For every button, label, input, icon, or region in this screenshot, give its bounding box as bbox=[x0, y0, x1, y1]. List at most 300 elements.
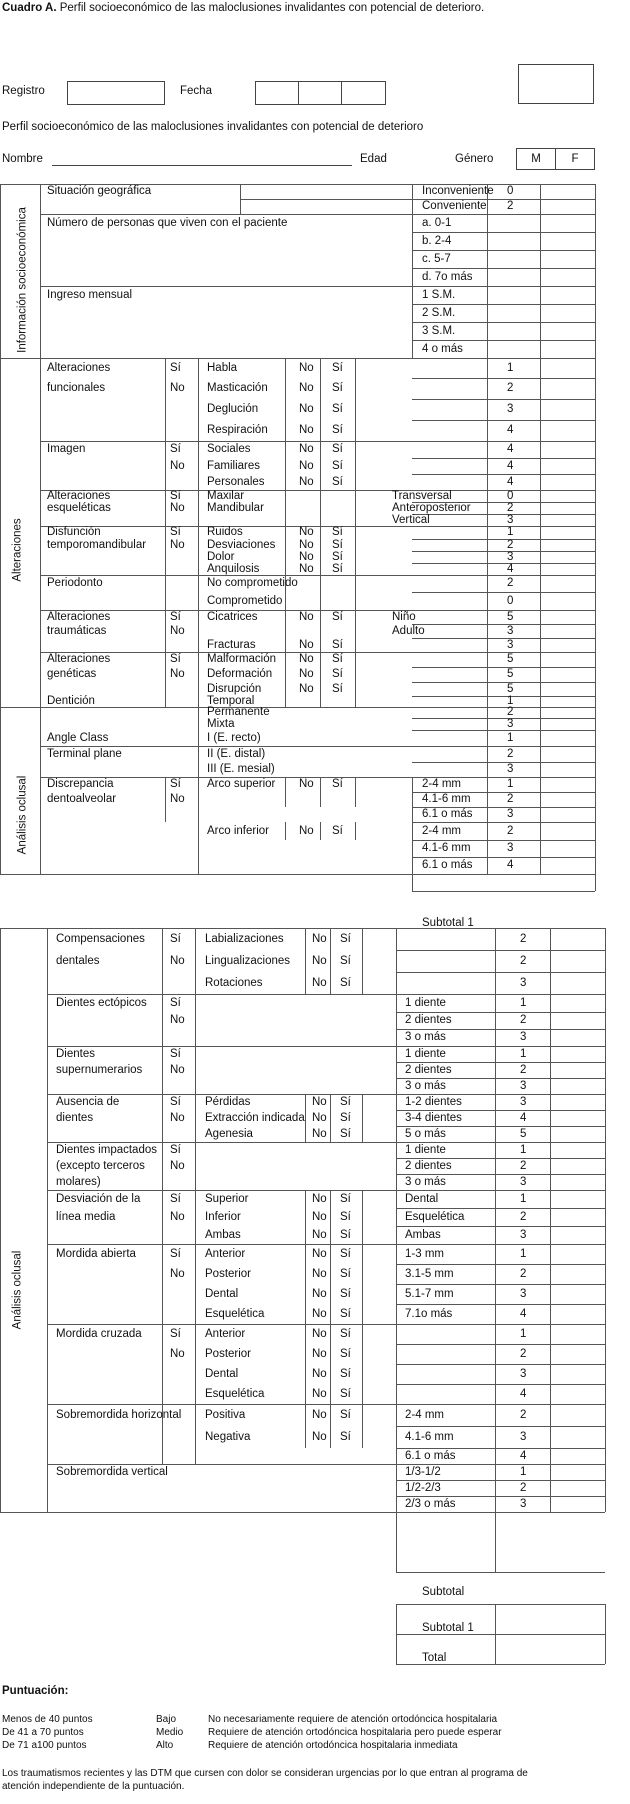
score-value: 4 bbox=[520, 1307, 527, 1320]
yes-option: Sí bbox=[332, 638, 343, 651]
score-value: 5 bbox=[507, 610, 514, 623]
score-value: 3 bbox=[507, 808, 514, 820]
row-label: Alteraciones bbox=[47, 361, 111, 374]
item-label: Masticación bbox=[207, 382, 268, 394]
genero-f-checkbox[interactable] bbox=[555, 148, 595, 170]
item-label: Personales bbox=[207, 475, 265, 488]
yes-option: Sí bbox=[340, 1127, 351, 1140]
yes-option: Sí bbox=[340, 976, 351, 989]
item-label: Temporal bbox=[207, 695, 255, 707]
subtotal1-label: Subtotal 1 bbox=[422, 917, 474, 929]
option-label: 4 o más bbox=[422, 342, 463, 355]
no-option: No bbox=[299, 550, 314, 563]
title-label: Cuadro A. bbox=[2, 2, 57, 14]
score-value: 1 bbox=[520, 1247, 527, 1260]
item-label: Deformación bbox=[207, 668, 273, 680]
score-value: 1 bbox=[520, 1192, 527, 1205]
option-label: 3.1-5 mm bbox=[405, 1267, 454, 1280]
score-range: De 71 a100 puntos bbox=[2, 1740, 87, 1751]
yes-option: Sí bbox=[340, 1430, 351, 1443]
row-label: funcionales bbox=[47, 382, 106, 394]
yes-option: Sí bbox=[332, 682, 343, 695]
item-label: Inferior bbox=[205, 1210, 241, 1223]
score-value: 1 bbox=[507, 361, 514, 374]
score-value: 4 bbox=[507, 859, 514, 871]
item-label: Agenesia bbox=[205, 1127, 253, 1140]
yes-option: Sí bbox=[332, 526, 343, 538]
score-value: 2 bbox=[520, 932, 527, 945]
yes-no-option: No bbox=[170, 501, 185, 514]
option-label: Ambas bbox=[405, 1228, 441, 1241]
score-value: 2 bbox=[520, 1408, 527, 1421]
row-label: esqueléticas bbox=[47, 501, 111, 514]
fecha-label: Fecha bbox=[180, 85, 212, 97]
score-level: Medio bbox=[156, 1727, 184, 1738]
row-label: Disfunción bbox=[47, 526, 101, 538]
row-label: Dientes ectópicos bbox=[56, 996, 147, 1009]
yes-no-option: Sí bbox=[170, 1327, 181, 1340]
yes-no-option: Sí bbox=[170, 1095, 181, 1108]
item-label: Disrupción bbox=[207, 682, 262, 695]
no-option: No bbox=[299, 361, 314, 374]
option-label: 2 dientes bbox=[405, 1159, 452, 1172]
score-value: 3 bbox=[507, 513, 514, 526]
option-label: Dental bbox=[405, 1192, 439, 1205]
option-label: 4.1-6 mm bbox=[422, 793, 471, 805]
yes-no-option: Sí bbox=[170, 1247, 181, 1260]
subtotal-label: Subtotal bbox=[422, 1586, 465, 1598]
item-label: Posterior bbox=[205, 1347, 252, 1360]
no-option: No bbox=[299, 562, 314, 575]
score-value: 2 bbox=[507, 200, 514, 212]
yes-no-option: Sí bbox=[170, 610, 181, 623]
no-option: No bbox=[299, 443, 314, 455]
yes-no-option: Sí bbox=[170, 996, 181, 1009]
row-label: Dentición bbox=[47, 695, 95, 707]
no-option: No bbox=[312, 1095, 327, 1108]
no-option: No bbox=[312, 1127, 327, 1140]
nombre-field[interactable] bbox=[52, 165, 352, 166]
subtitle: Perfil socioeconómico de las maloclusiones invalidantes con potencial de deterioro bbox=[2, 121, 424, 133]
item-label: Esquelética bbox=[205, 1307, 265, 1320]
item-label: Respiración bbox=[207, 424, 268, 436]
option-label: 6.1 o más bbox=[422, 808, 473, 820]
yes-option: Sí bbox=[332, 653, 343, 665]
option-label: 6.1 o más bbox=[422, 859, 473, 871]
score-value: 3 bbox=[507, 842, 514, 854]
fecha-month-field[interactable] bbox=[298, 81, 342, 105]
row-label: Número de personas que viven con el paciente bbox=[47, 216, 288, 229]
score-description: No necesariamente requiere de atención ortodóncica hospitalaria bbox=[208, 1714, 498, 1725]
genero-label: Género bbox=[455, 153, 494, 165]
score-value: 5 bbox=[520, 1127, 527, 1140]
score-value: 3 bbox=[520, 1287, 527, 1300]
no-option: No bbox=[299, 403, 314, 415]
option-label: 3 o más bbox=[405, 1031, 446, 1043]
row-label: molares) bbox=[56, 1175, 101, 1188]
yes-option: Sí bbox=[340, 1111, 351, 1124]
score-value: 5 bbox=[507, 668, 514, 680]
option-label: Adulto bbox=[392, 624, 425, 637]
score-value: 3 bbox=[507, 638, 514, 651]
option-label: 1 diente bbox=[405, 1047, 446, 1060]
yes-option: Sí bbox=[340, 1210, 351, 1223]
yes-option: Sí bbox=[340, 1307, 351, 1320]
yes-no-option: Sí bbox=[170, 653, 181, 665]
score-value: 0 bbox=[507, 185, 514, 197]
score-range: De 41 a 70 puntos bbox=[2, 1727, 84, 1738]
score-value: 2 bbox=[507, 747, 514, 760]
no-option: No bbox=[299, 382, 314, 394]
score-value: 1 bbox=[520, 996, 527, 1009]
option-label: 2 dientes bbox=[405, 1063, 452, 1076]
row-label: línea media bbox=[56, 1210, 116, 1223]
item-label: Arco inferior bbox=[207, 824, 269, 837]
score-value: 1 bbox=[520, 1047, 527, 1060]
fecha-day-field[interactable] bbox=[255, 81, 299, 105]
genero-m-label: M bbox=[531, 153, 541, 165]
score-value: 2 bbox=[507, 824, 514, 837]
yes-option: Sí bbox=[332, 610, 343, 623]
yes-no-option: No bbox=[170, 1159, 185, 1172]
item-label: Desviaciones bbox=[207, 538, 276, 551]
score-value: 1 bbox=[520, 1327, 527, 1340]
item-label: Cicatrices bbox=[207, 610, 258, 623]
no-option: No bbox=[312, 1347, 327, 1360]
score-value: 2 bbox=[507, 501, 514, 514]
no-option: No bbox=[312, 1210, 327, 1223]
score-value: 2 bbox=[520, 1063, 527, 1076]
option-label: Niño bbox=[392, 610, 416, 623]
yes-no-option: No bbox=[170, 1347, 185, 1360]
score-value: 2 bbox=[507, 793, 514, 805]
option-label: c. 5-7 bbox=[422, 252, 451, 265]
no-option: No bbox=[312, 1307, 327, 1320]
item-label: III (E. mesial) bbox=[207, 763, 275, 775]
row-label: Dientes impactados bbox=[56, 1143, 157, 1156]
item-label: Familiares bbox=[207, 459, 261, 472]
option-label: 3 o más bbox=[405, 1079, 446, 1092]
yes-no-option: No bbox=[170, 538, 185, 551]
yes-option: Sí bbox=[332, 382, 343, 394]
option-label: Anteroposterior bbox=[392, 501, 471, 514]
yes-option: Sí bbox=[340, 1408, 351, 1421]
score-value: 1 bbox=[520, 1465, 527, 1478]
option-label: Esquelética bbox=[405, 1210, 465, 1223]
yes-no-option: No bbox=[170, 793, 185, 805]
yes-no-option: Sí bbox=[170, 1047, 181, 1060]
item-label: Anterior bbox=[205, 1327, 246, 1340]
no-option: No bbox=[299, 610, 314, 623]
row-label: Situación geográfica bbox=[47, 185, 152, 197]
score-value: 3 bbox=[520, 1095, 527, 1108]
score-value: 4 bbox=[507, 424, 514, 436]
row-label: Mordida cruzada bbox=[56, 1327, 142, 1340]
score-level: Bajo bbox=[156, 1714, 177, 1725]
row-label: Alteraciones bbox=[47, 653, 111, 665]
option-label: 2-4 mm bbox=[422, 778, 461, 790]
item-label: Positiva bbox=[205, 1408, 246, 1421]
yes-option: Sí bbox=[332, 538, 343, 551]
edad-label: Edad bbox=[360, 153, 387, 165]
option-label: 5.1-7 mm bbox=[405, 1287, 454, 1300]
score-value: 4 bbox=[507, 459, 514, 472]
yes-option: Sí bbox=[340, 1267, 351, 1280]
score-value: 3 bbox=[520, 1367, 527, 1380]
option-label: 2-4 mm bbox=[422, 824, 461, 837]
score-value: 3 bbox=[507, 403, 514, 415]
option-label: 2-4 mm bbox=[405, 1408, 444, 1421]
score-value: 2 bbox=[507, 538, 514, 551]
no-option: No bbox=[299, 653, 314, 665]
row-label: Desviación de la bbox=[56, 1192, 141, 1205]
yes-no-option: No bbox=[170, 1267, 185, 1280]
option-label: 4.1-6 mm bbox=[405, 1430, 454, 1443]
yes-option: Sí bbox=[340, 954, 351, 967]
row-label: Alteraciones bbox=[47, 489, 111, 502]
no-option: No bbox=[312, 1408, 327, 1421]
row-label: temporomandibular bbox=[47, 538, 147, 551]
item-label: Negativa bbox=[205, 1430, 251, 1443]
subtotal1b-label: Subtotal 1 bbox=[422, 1622, 474, 1634]
genero-f-label: F bbox=[571, 153, 579, 165]
yes-option: Sí bbox=[340, 1387, 351, 1400]
yes-no-option: Sí bbox=[170, 778, 181, 790]
item-label: Superior bbox=[205, 1192, 249, 1205]
score-value: 2 bbox=[520, 1014, 527, 1026]
no-option: No bbox=[312, 954, 327, 967]
row-label: Imagen bbox=[47, 443, 86, 455]
score-value: 3 bbox=[520, 1031, 527, 1043]
score-value: 2 bbox=[520, 1481, 527, 1494]
item-label: Deglución bbox=[207, 403, 259, 415]
row-label: Mordida abierta bbox=[56, 1247, 136, 1260]
no-option: No bbox=[312, 1192, 327, 1205]
no-option: No bbox=[299, 638, 314, 651]
option-label: 3-4 dientes bbox=[405, 1111, 462, 1124]
score-value: 3 bbox=[520, 1430, 527, 1443]
score-value: 5 bbox=[507, 653, 514, 665]
yes-option: Sí bbox=[332, 778, 343, 790]
item-label: Malformación bbox=[207, 653, 277, 665]
score-value: 2 bbox=[507, 706, 514, 718]
item-label: I (E. recto) bbox=[207, 731, 261, 744]
item-label: Mixta bbox=[207, 717, 235, 730]
option-label: 4.1-6 mm bbox=[422, 842, 471, 854]
yes-option: Sí bbox=[340, 1347, 351, 1360]
option-label: Inconveniente bbox=[422, 185, 494, 197]
note-line-2: atención independiente de la puntuación. bbox=[2, 1781, 185, 1792]
score-value: 3 bbox=[507, 763, 514, 775]
item-label: Sociales bbox=[207, 443, 251, 455]
yes-option: Sí bbox=[340, 1367, 351, 1380]
item-label: Dental bbox=[205, 1287, 239, 1300]
fecha-year-field[interactable] bbox=[341, 81, 386, 105]
item-label: Dolor bbox=[207, 550, 235, 563]
item-label: Pérdidas bbox=[205, 1095, 251, 1108]
row-label: Terminal plane bbox=[47, 747, 122, 760]
option-label: 1/2-2/3 bbox=[405, 1481, 441, 1494]
option-label: 7.1o más bbox=[405, 1307, 453, 1320]
option-label: 1/3-1/2 bbox=[405, 1465, 441, 1478]
score-value: 3 bbox=[520, 1228, 527, 1241]
yes-option: Sí bbox=[332, 475, 343, 488]
yes-no-option: No bbox=[170, 624, 185, 637]
option-label: b. 2-4 bbox=[422, 234, 452, 247]
yes-option: Sí bbox=[340, 1247, 351, 1260]
registro-field[interactable] bbox=[67, 81, 165, 105]
row-label: Ingreso mensual bbox=[47, 288, 133, 301]
option-label: a. 0-1 bbox=[422, 216, 452, 229]
no-option: No bbox=[312, 1430, 327, 1443]
score-value: 3 bbox=[520, 1497, 527, 1510]
option-label: 3 S.M. bbox=[422, 324, 456, 337]
item-label: Anquilosis bbox=[207, 562, 260, 575]
row-label: traumáticas bbox=[47, 624, 107, 637]
total-label: Total bbox=[422, 1652, 447, 1664]
score-value: 3 bbox=[507, 717, 514, 730]
yes-no-option: Sí bbox=[170, 932, 181, 945]
yes-option: Sí bbox=[332, 562, 343, 575]
row-label: Periodonto bbox=[47, 577, 103, 589]
yes-option: Sí bbox=[340, 1228, 351, 1241]
row-label: (excepto terceros bbox=[56, 1159, 145, 1172]
score-value: 4 bbox=[507, 562, 514, 575]
no-option: No bbox=[312, 1327, 327, 1340]
item-label: Permanente bbox=[207, 706, 270, 718]
item-label: Maxilar bbox=[207, 489, 245, 502]
score-value: 4 bbox=[520, 1449, 527, 1462]
score-description: Requiere de atención ortodóncica hospitalaria inmediata bbox=[208, 1740, 458, 1751]
no-option: No bbox=[312, 1111, 327, 1124]
yes-no-option: Sí bbox=[170, 443, 181, 455]
item-label: Ruidos bbox=[207, 526, 243, 538]
option-label: 1 diente bbox=[405, 996, 446, 1009]
item-label: Rotaciones bbox=[205, 976, 263, 989]
score-value: 1 bbox=[507, 526, 514, 538]
yes-option: Sí bbox=[340, 932, 351, 945]
item-label: Esquelética bbox=[205, 1387, 265, 1400]
title-text: Perfil socioeconómico de las maloclusiones invalidantes con potencial de deterioro. bbox=[59, 2, 485, 14]
no-option: No bbox=[312, 1247, 327, 1260]
photo-box[interactable] bbox=[518, 64, 594, 104]
yes-no-option: Sí bbox=[170, 489, 181, 502]
no-option: No bbox=[299, 668, 314, 680]
yes-option: Sí bbox=[340, 1095, 351, 1108]
item-label: Anterior bbox=[205, 1247, 246, 1260]
no-option: No bbox=[299, 424, 314, 436]
no-option: No bbox=[312, 1287, 327, 1300]
option-label: 1-2 dientes bbox=[405, 1095, 462, 1108]
score-value: 2 bbox=[520, 1210, 527, 1223]
no-option: No bbox=[299, 459, 314, 472]
row-label: supernumerarios bbox=[56, 1063, 143, 1076]
item-label: Comprometido bbox=[207, 594, 283, 607]
score-value: 1 bbox=[507, 731, 514, 744]
yes-no-option: No bbox=[170, 1210, 185, 1223]
yes-no-option: No bbox=[170, 1014, 185, 1026]
no-option: No bbox=[299, 824, 314, 837]
yes-no-option: Sí bbox=[170, 361, 181, 374]
yes-no-option: No bbox=[170, 954, 185, 967]
score-description: Requiere de atención ortodóncica hospitalaria pero puede esperar bbox=[208, 1727, 502, 1738]
no-option: No bbox=[312, 932, 327, 945]
yes-no-option: No bbox=[170, 459, 185, 472]
score-value: 1 bbox=[520, 1143, 527, 1156]
item-label: Ambas bbox=[205, 1228, 241, 1241]
row-label: Sobremordida horizontal bbox=[56, 1408, 182, 1421]
yes-no-option: No bbox=[170, 1111, 185, 1124]
score-value: 4 bbox=[507, 443, 514, 455]
yes-option: Sí bbox=[340, 1287, 351, 1300]
item-label: No comprometido bbox=[207, 577, 298, 589]
score-value: 1 bbox=[507, 778, 514, 790]
no-option: No bbox=[312, 1367, 327, 1380]
row-label: Compensaciones bbox=[56, 932, 145, 945]
yes-no-option: No bbox=[170, 1063, 185, 1076]
yes-no-option: No bbox=[170, 382, 185, 394]
option-label: Conveniente bbox=[422, 200, 487, 212]
no-option: No bbox=[299, 778, 314, 790]
scoring-title: Puntuación: bbox=[2, 1685, 69, 1697]
yes-no-option: No bbox=[170, 668, 185, 680]
no-option: No bbox=[299, 526, 314, 538]
score-value: 3 bbox=[520, 976, 527, 989]
yes-no-option: Sí bbox=[170, 526, 181, 538]
option-label: 2 S.M. bbox=[422, 306, 456, 319]
score-level: Alto bbox=[156, 1740, 174, 1751]
item-label: Lingualizaciones bbox=[205, 954, 291, 967]
option-label: Vertical bbox=[392, 513, 430, 526]
row-label: Alteraciones bbox=[47, 610, 111, 623]
item-label: Fracturas bbox=[207, 638, 256, 651]
score-value: 2 bbox=[520, 1159, 527, 1172]
score-value: 4 bbox=[507, 475, 514, 488]
no-option: No bbox=[312, 1228, 327, 1241]
yes-option: Sí bbox=[332, 459, 343, 472]
option-label: 1 S.M. bbox=[422, 288, 456, 301]
score-value: 3 bbox=[520, 1079, 527, 1092]
score-value: 1 bbox=[507, 695, 514, 707]
yes-option: Sí bbox=[340, 1192, 351, 1205]
row-label: dentales bbox=[56, 954, 100, 967]
option-label: 5 o más bbox=[405, 1127, 446, 1140]
no-option: No bbox=[312, 1267, 327, 1280]
score-range: Menos de 40 puntos bbox=[2, 1714, 93, 1725]
section-analisis-1: Análisis oclusal bbox=[16, 775, 29, 855]
row-label: Ausencia de bbox=[56, 1095, 120, 1108]
item-label: Labializaciones bbox=[205, 932, 284, 945]
score-value: 4 bbox=[520, 1111, 527, 1124]
yes-option: Sí bbox=[332, 668, 343, 680]
nombre-label: Nombre bbox=[2, 153, 43, 165]
genero-m-checkbox[interactable] bbox=[516, 148, 556, 170]
item-label: Posterior bbox=[205, 1267, 252, 1280]
note-line-1: Los traumatismos recientes y las DTM que cursen con dolor se consideran urgencias por lo que entran al programa de bbox=[2, 1768, 528, 1779]
row-label: Sobremordida vertical bbox=[56, 1465, 168, 1478]
section-analisis-2: Análisis oclusal bbox=[11, 1250, 24, 1330]
option-label: 2/3 o más bbox=[405, 1497, 456, 1510]
score-value: 2 bbox=[520, 954, 527, 967]
yes-option: Sí bbox=[340, 1327, 351, 1340]
row-label: dientes bbox=[56, 1111, 94, 1124]
score-value: 0 bbox=[507, 489, 514, 502]
item-label: Extracción indicada bbox=[205, 1111, 305, 1124]
score-value: 3 bbox=[507, 550, 514, 563]
yes-option: Sí bbox=[332, 403, 343, 415]
yes-option: Sí bbox=[332, 443, 343, 455]
yes-option: Sí bbox=[332, 424, 343, 436]
